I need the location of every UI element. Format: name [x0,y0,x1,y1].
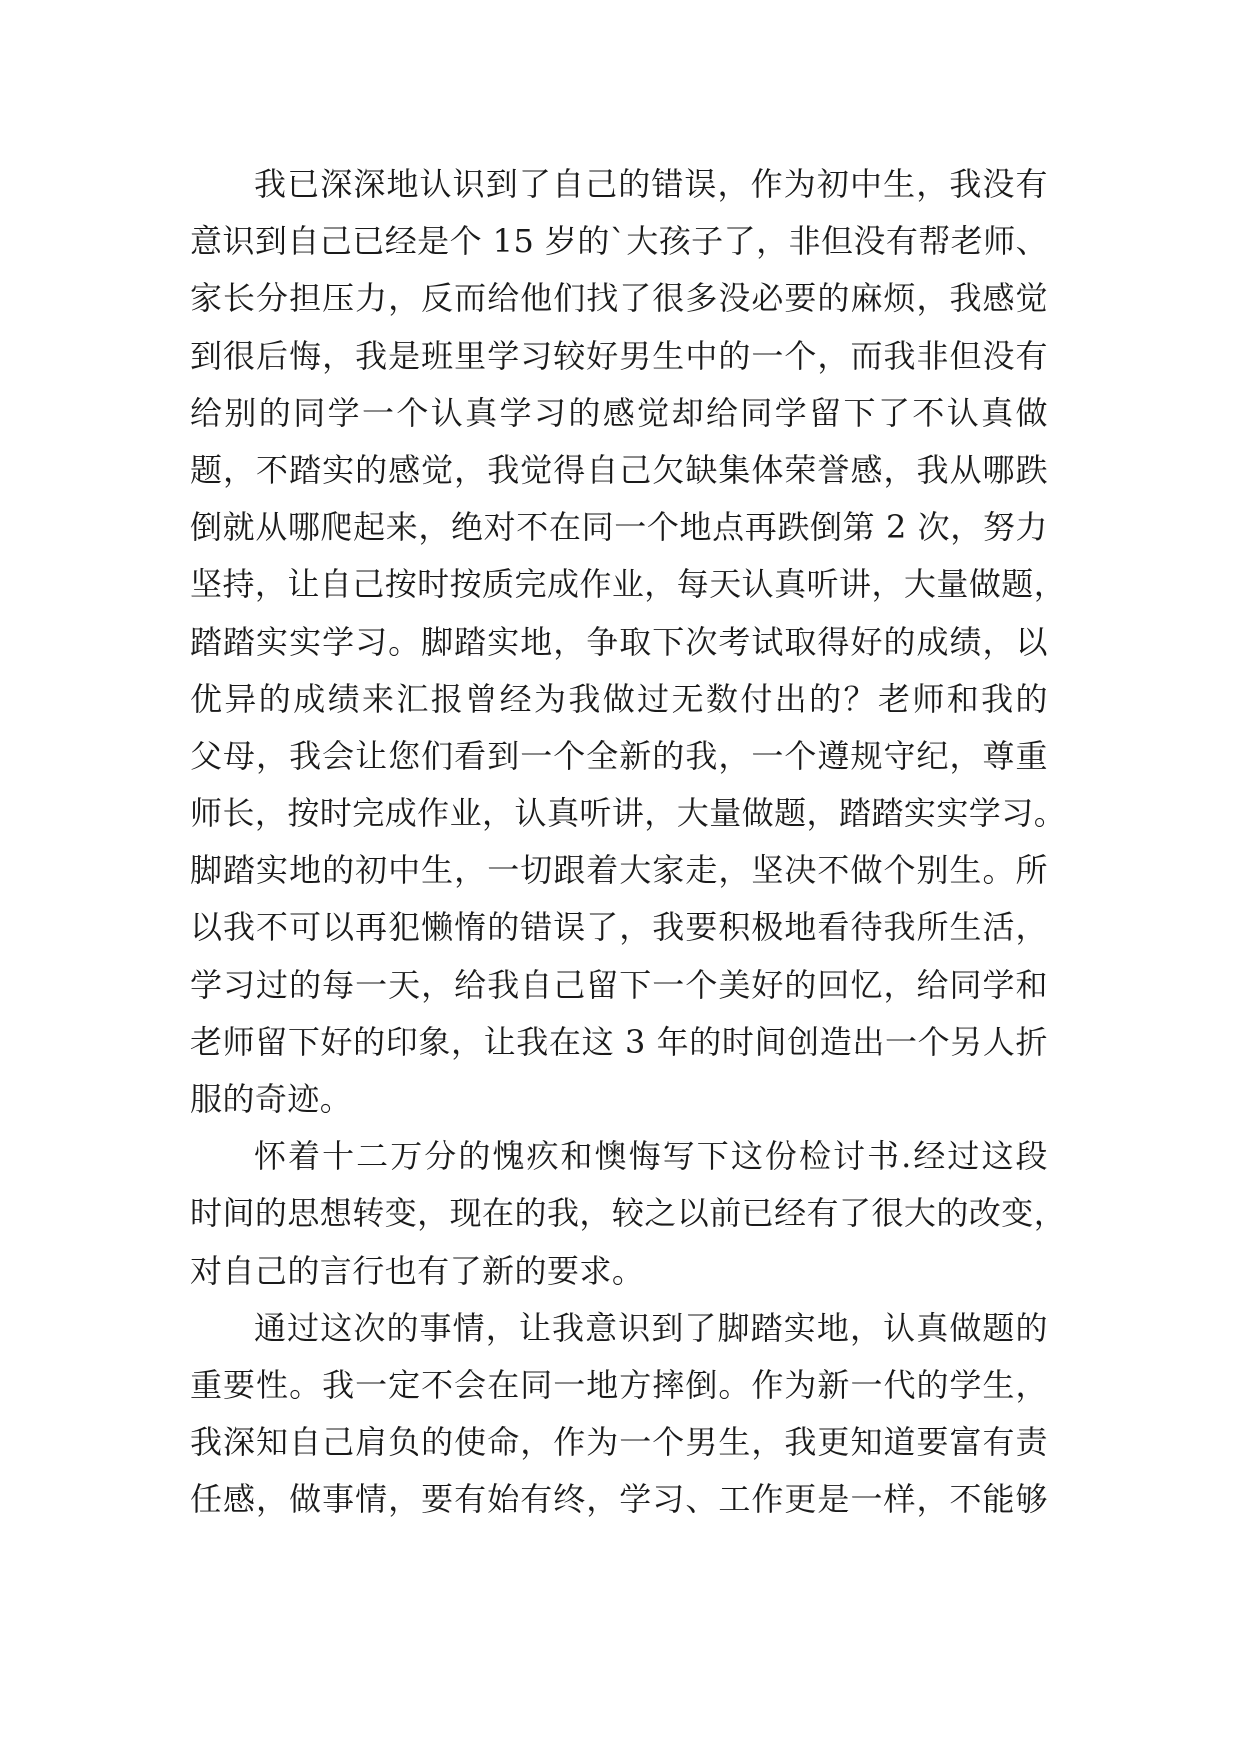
paragraph-1 [190,156,1067,1128]
text-line: 对自己的言行也有了新的要求。 [190,1251,645,1290]
text-line: 重要性。我一定不会在同一地方摔倒。作为新一代的学生， [190,1365,1048,1404]
text-line: 服的奇迹。 [190,1080,353,1118]
text-line: 题，不踏实的感觉，我觉得自己欠缺集体荣誉感，我从哪跌 [190,450,1048,489]
text-line: 我已深深地认识到了自己的错误，作为初中生，我没有 [254,165,1048,203]
text-line: 优异的成绩来汇报曾经为我做过无数付出的？老师和我的 [190,679,1048,718]
document-body [190,156,1067,1529]
text-line: 我深知自己肩负的使命，作为一个男生，我更知道要富有责 [190,1423,1048,1462]
text-line: 父母，我会让您们看到一个全新的我，一个遵规守纪，尊重 [190,736,1048,775]
text-line: 以我不可以再犯懒惰的错误了，我要积极地看待我所生活， [190,908,1048,947]
text-line: 踏踏实实学习。脚踏实地，争取下次考试取得好的成绩，以 [190,622,1048,661]
text-line: 意识到自己已经是个 15 岁的`大孩子了，非但没有帮老师、 [190,222,1049,261]
paragraph-2 [190,1128,1067,1300]
text-line: 家长分担压力，反而给他们找了很多没必要的麻烦，我感觉 [190,279,1048,318]
text-line: 老师留下好的印象，让我在这 3 年的时间创造出一个另人折 [190,1022,1048,1061]
text-line: 时间的思想转变，现在的我，较之以前已经有了很大的改变， [190,1194,1067,1233]
text-line: 脚踏实地的初中生，一切跟着大家走，坚决不做个别生。所 [190,851,1048,890]
text-line: 给别的同学一个认真学习的感觉却给同学留下了不认真做 [190,393,1048,432]
text-line: 任感，做事情，要有始有终，学习、工作更是一样，不能够 [190,1480,1048,1519]
text-line: 学习过的每一天，给我自己留下一个美好的回忆，给同学和 [190,965,1048,1004]
text-line: 怀着十二万分的愧疚和懊悔写下这份检讨书.经过这段 [254,1137,1048,1176]
paragraph-3 [190,1300,1048,1529]
text-line: 倒就从哪爬起来，绝对不在同一个地点再跌倒第 2 次，努力 [190,508,1048,547]
text-line: 通过这次的事情，让我意识到了脚踏实地，认真做题的 [254,1308,1048,1347]
text-line: 到很后悔，我是班里学习较好男生中的一个，而我非但没有 [190,336,1048,375]
text-line: 坚持，让自己按时按质完成作业，每天认真听讲，大量做题， [190,565,1067,604]
text-line: 师长，按时完成作业，认真听讲，大量做题，踏踏实实学习。 [190,794,1067,833]
